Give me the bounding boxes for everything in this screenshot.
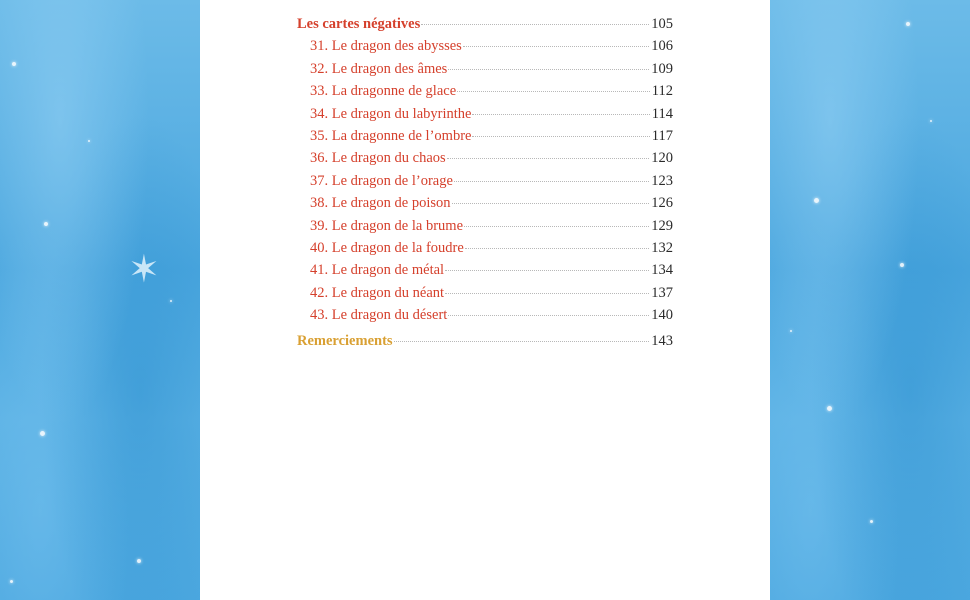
dot-leader xyxy=(472,136,649,137)
dot-leader xyxy=(472,114,649,115)
table-of-contents xyxy=(297,16,673,356)
dot-leader xyxy=(448,69,649,70)
toc-entry-label: 36. Le dragon du chaos xyxy=(310,150,446,167)
dot-leader xyxy=(454,181,649,182)
toc-page-number: 120 xyxy=(651,150,673,167)
toc-entry-label: 31. Le dragon des abysses xyxy=(310,38,462,55)
toc-page-number: 140 xyxy=(651,307,673,324)
toc-entry[interactable] xyxy=(297,218,673,240)
sparkle xyxy=(790,330,792,332)
toc-entry[interactable] xyxy=(297,150,673,172)
toc-page-number: 123 xyxy=(651,172,673,189)
sparkle xyxy=(814,198,819,203)
toc-entry[interactable] xyxy=(297,195,673,217)
sparkle xyxy=(44,222,48,226)
sparkle xyxy=(906,22,910,26)
sparkle xyxy=(12,62,16,66)
toc-entry[interactable] xyxy=(297,240,673,262)
toc-page-number: 114 xyxy=(651,105,673,122)
toc-page-number: 112 xyxy=(651,83,673,100)
toc-entry-label: 43. Le dragon du désert xyxy=(310,307,448,324)
toc-page-number: 105 xyxy=(651,16,673,32)
toc-entry-label: Remerciements xyxy=(297,333,393,350)
sparkle xyxy=(40,431,45,436)
toc-page-number: 117 xyxy=(651,127,673,144)
toc-entry-label: Les cartes négatives xyxy=(297,16,421,32)
sparkle xyxy=(827,406,832,411)
starfish-icon: ✶ xyxy=(128,247,160,291)
toc-entry[interactable] xyxy=(297,262,673,284)
sparkle xyxy=(870,520,873,523)
toc-entry-label: 41. Le dragon de métal xyxy=(310,262,445,279)
toc-entry[interactable] xyxy=(297,173,673,195)
toc-page-number: 109 xyxy=(651,60,673,77)
toc-entry[interactable] xyxy=(297,285,673,307)
toc-entry[interactable] xyxy=(297,106,673,128)
dot-leader xyxy=(465,248,649,249)
toc-section-header[interactable] xyxy=(297,16,673,38)
book-page xyxy=(200,0,770,600)
toc-page-number: 106 xyxy=(651,38,673,55)
toc-entry-label: 38. Le dragon de poison xyxy=(310,195,451,212)
watercolor-background-left xyxy=(0,0,200,600)
toc-entry[interactable] xyxy=(297,38,673,60)
toc-entry-label: 32. Le dragon des âmes xyxy=(310,60,448,77)
toc-entry-label: 35. La dragonne de l’ombre xyxy=(310,127,472,144)
dot-leader xyxy=(447,158,650,159)
toc-page-number: 137 xyxy=(651,284,673,301)
dot-leader xyxy=(464,226,649,227)
sparkle xyxy=(137,559,141,563)
toc-page-number: 143 xyxy=(651,333,673,350)
sparkle xyxy=(170,300,172,302)
toc-page-number: 126 xyxy=(651,195,673,212)
toc-entry-label: 33. La dragonne de glace xyxy=(310,83,457,100)
toc-entry-label: 39. Le dragon de la brume xyxy=(310,217,464,234)
toc-entry[interactable] xyxy=(297,128,673,150)
dot-leader xyxy=(445,270,649,271)
sparkle xyxy=(930,120,932,122)
dot-leader xyxy=(452,203,650,204)
toc-entry[interactable] xyxy=(297,83,673,105)
sparkle xyxy=(10,580,13,583)
toc-entry-label: 40. Le dragon de la foudre xyxy=(310,239,464,256)
toc-entry-label: 34. Le dragon du labyrinthe xyxy=(310,105,472,122)
toc-entry-label: 37. Le dragon de l’orage xyxy=(310,172,453,189)
toc-page-number: 132 xyxy=(651,239,673,256)
dot-leader xyxy=(394,341,650,342)
dot-leader xyxy=(445,293,649,294)
toc-page-number: 129 xyxy=(651,217,673,234)
toc-entry-label: 42. Le dragon du néant xyxy=(310,284,445,301)
toc-page-number: 134 xyxy=(651,262,673,279)
toc-entry[interactable] xyxy=(297,61,673,83)
dot-leader xyxy=(421,24,649,25)
dot-leader xyxy=(457,91,650,92)
dot-leader xyxy=(448,315,649,316)
toc-acknowledgements[interactable] xyxy=(297,333,673,355)
toc-entry[interactable] xyxy=(297,307,673,329)
dot-leader xyxy=(463,46,649,47)
watercolor-background-right xyxy=(770,0,970,600)
sparkle xyxy=(88,140,90,142)
sparkle xyxy=(900,263,904,267)
